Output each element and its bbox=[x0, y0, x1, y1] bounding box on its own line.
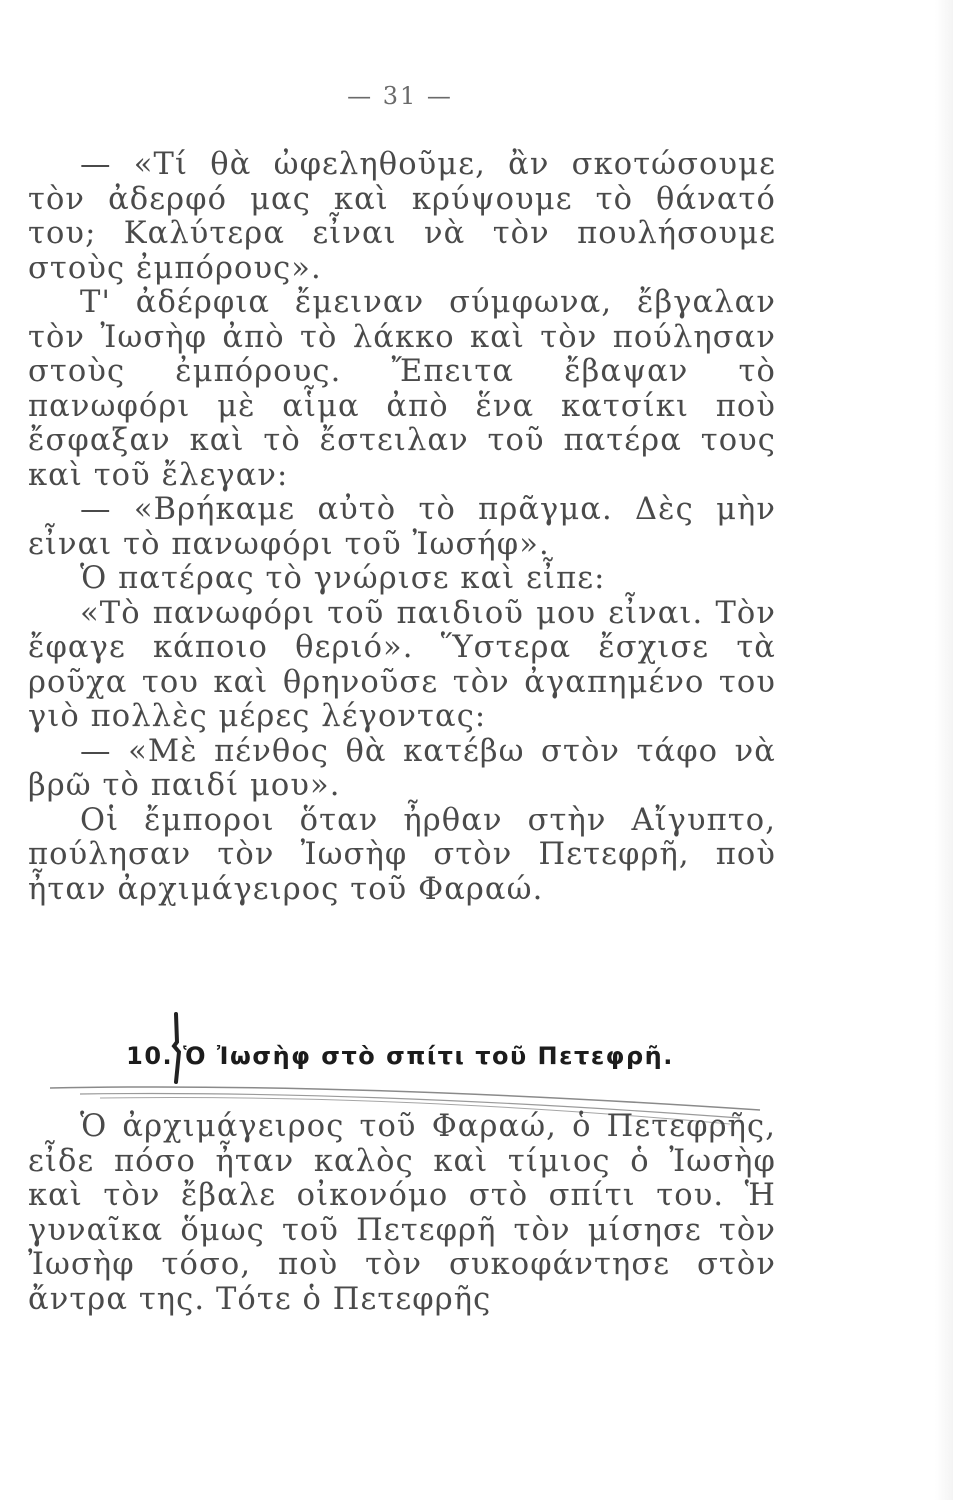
paragraph: Ὁ πατέρας τὸ γνώρισε καὶ εἶπε: bbox=[80, 561, 606, 596]
paragraph: Ὁ ἀρχιμάγειρος τοῦ Φαραώ, ὁ Πετεφρῆς, εἶδε πόσο ἦταν καλὸς καὶ τίμιος ὁ Ἰωσὴφ καὶ τὸν ἔβαλε οἰκονόμο στὸ σπίτι του. Ἡ γυναῖκα ὅμως τοῦ Πετεφρῆ τὸν μίσησε τὸν Ἰωσὴφ τόσο, ποὺ τὸν συκοφάντησε στὸν ἄντρα της. Τότε ὁ Πετεφρῆς bbox=[28, 1109, 776, 1317]
paragraph: — «Μὲ πένθος θὰ κατέβω στὸν τάφο νὰ βρῶ τὸ παιδί μου». bbox=[28, 733, 776, 803]
paragraph: Τ' ἀδέρφια ἔμειναν σύμφωνα, ἔβγαλαν τὸν Ἰωσὴφ ἀπὸ τὸ λάκκο καὶ τὸν πούλησαν στοὺς ἐμπόρους. Ἔπειτα ἔβαψαν τὸ πανωφόρι μὲ αἷμα ἀπὸ ἕνα κατσίκι ποὺ ἔσφαξαν καὶ τὸ ἔστειλαν τοῦ πατέρα τους καὶ τοῦ ἔλεγαν: bbox=[28, 285, 776, 493]
paragraph: Οἱ ἔμποροι ὅταν ἦρθαν στὴν Αἴγυπτο, πούλησαν τὸν Ἰωσὴφ στὸν Πετεφρῆ, ποὺ ἦταν ἀρχιμάγειρος τοῦ Φαραώ. bbox=[28, 802, 776, 907]
page-number: — 31 — bbox=[347, 82, 453, 110]
section-number: 10. bbox=[126, 1042, 174, 1070]
paragraph: — «Βρήκαμε αὐτὸ τὸ πρᾶγμα. Δὲς μὴν εἶναι τὸ πανωφόρι τοῦ Ἰωσήφ». bbox=[28, 492, 776, 562]
paragraph: — «Τί θὰ ὠφεληθοῦμε, ἂν σκοτώσουμε τὸν ἀδερφό μας καὶ κρύψουμε τὸ θάνατό του; Καλύτερα εἶναι νὰ τὸν πουλήσουμε στοὺς ἐμπόρους». bbox=[28, 147, 776, 286]
paragraph: «Τὸ πανωφόρι τοῦ παιδιοῦ μου εἶναι. Τὸν ἔφαγε κάποιο θεριό». Ὕστερα ἔσχισε τὰ ροῦχα του καὶ θρηνοῦσε τὸν ἀγαπημένο του γιὸ πολλὲς μέρες λέγοντας: bbox=[28, 595, 776, 734]
pen-mark bbox=[168, 1012, 184, 1084]
section-heading bbox=[0, 1042, 800, 1070]
page-edge bbox=[935, 0, 953, 1500]
body-text bbox=[28, 148, 776, 907]
section-heading-block bbox=[0, 1028, 800, 1070]
section-body-text bbox=[28, 1110, 776, 1317]
section-title: Ὁ Ἰωσὴφ στὸ σπίτι τοῦ Πετεφρῆ. bbox=[183, 1042, 674, 1070]
